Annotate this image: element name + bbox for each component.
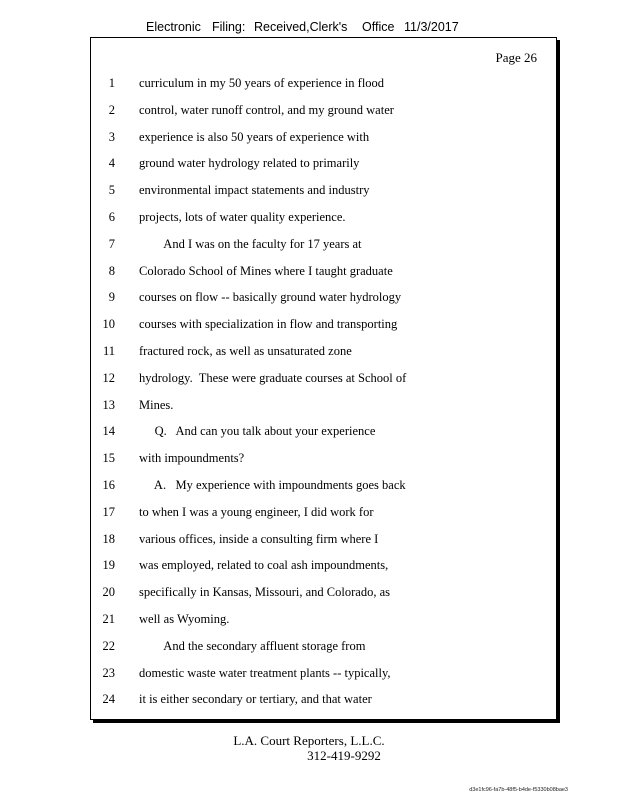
line-number: 6 xyxy=(108,210,115,224)
page-number: Page 26 xyxy=(495,50,537,65)
transcript-line xyxy=(91,210,558,228)
line-number: 14 xyxy=(102,424,115,439)
footer-phone: 312-419-9292 xyxy=(307,748,381,763)
transcript-line xyxy=(91,290,558,308)
line-text: domestic waste water treatment plants -- typically, xyxy=(139,665,391,680)
transcript-line xyxy=(91,585,558,603)
line-number: 11 xyxy=(102,344,115,358)
line-text: environmental impact statements and industry xyxy=(139,183,370,198)
line-text: well as Wyoming. xyxy=(139,612,230,626)
transcript-line xyxy=(91,639,558,657)
line-text: ground water hydrology related to primarily xyxy=(139,156,360,171)
transcript-line xyxy=(91,183,558,201)
line-text: courses on flow -- basically ground water hydrology xyxy=(139,290,402,305)
line-number: 1 xyxy=(108,76,115,90)
line-text: And I was on the faculty for 17 years at xyxy=(139,236,362,251)
line-text: Colorado School of Mines where I taught graduate xyxy=(139,263,393,278)
line-text: experience is also 50 years of experience with xyxy=(139,129,370,144)
line-number: 18 xyxy=(102,531,115,546)
transcript-page-frame xyxy=(90,37,557,720)
line-number: 19 xyxy=(102,558,115,573)
transcript-line xyxy=(91,424,558,442)
transcript-line xyxy=(91,505,558,523)
header-word-office: Office xyxy=(362,20,395,34)
line-text: fractured rock, as well as unsaturated zone xyxy=(139,344,352,358)
transcript-line xyxy=(91,264,558,282)
transcript-line xyxy=(91,156,558,174)
frame-shadow-bottom xyxy=(93,720,560,723)
header-word-electronic: Electronic xyxy=(146,20,201,34)
line-number: 17 xyxy=(102,504,115,519)
line-text: A. My experience with impoundments goes back xyxy=(139,478,406,492)
line-text: Q. And can you talk about your experience xyxy=(139,424,376,439)
transcript-line xyxy=(91,666,558,684)
transcript-line xyxy=(91,612,558,630)
line-number: 8 xyxy=(108,263,115,278)
line-text: control, water runoff control, and my ground water xyxy=(139,102,394,117)
line-number: 13 xyxy=(102,397,115,412)
transcript-line xyxy=(91,532,558,550)
line-text: with impoundments? xyxy=(139,451,245,466)
transcript-line xyxy=(91,371,558,389)
line-number: 10 xyxy=(102,317,115,332)
line-number: 5 xyxy=(108,183,115,198)
transcript-line xyxy=(91,130,558,148)
line-text: courses with specialization in flow and transporting xyxy=(139,317,398,332)
document-hash: d3e1fc96-fa7b-48f5-b4de-f5330b08bae3 xyxy=(469,787,568,793)
line-text: it is either secondary or tertiary, and that water xyxy=(139,692,372,707)
line-number: 21 xyxy=(102,612,115,626)
header-word-received: Received,Clerk's xyxy=(254,20,348,34)
transcript-line xyxy=(91,103,558,121)
line-number: 16 xyxy=(102,478,115,492)
line-number: 2 xyxy=(108,102,115,117)
transcript-line xyxy=(91,398,558,416)
footer-company: L.A. Court Reporters, L.L.C. xyxy=(233,733,385,748)
filing-header xyxy=(0,20,618,36)
line-text: various offices, inside a consulting firm where I xyxy=(139,531,379,546)
transcript-line xyxy=(91,344,558,362)
line-text: projects, lots of water quality experience. xyxy=(139,210,346,224)
transcript-line xyxy=(91,558,558,576)
line-number: 22 xyxy=(102,638,115,653)
line-text: hydrology. These were graduate courses at School of xyxy=(139,370,407,385)
line-number: 23 xyxy=(102,665,115,680)
line-number: 7 xyxy=(108,236,115,251)
footer xyxy=(0,733,618,763)
line-number: 20 xyxy=(102,585,115,600)
transcript-line xyxy=(91,692,558,710)
line-number: 3 xyxy=(108,129,115,144)
transcript-line xyxy=(91,76,558,94)
line-number: 9 xyxy=(108,290,115,305)
transcript-line xyxy=(91,317,558,335)
transcript-line xyxy=(91,478,558,496)
line-number: 4 xyxy=(108,156,115,171)
transcript-line xyxy=(91,237,558,255)
transcript-line xyxy=(91,451,558,469)
line-text: Mines. xyxy=(139,397,174,412)
header-word-filing: Filing: xyxy=(212,20,246,34)
line-text: And the secondary affluent storage from xyxy=(139,638,366,653)
line-text: to when I was a young engineer, I did work for xyxy=(139,504,374,519)
line-text: was employed, related to coal ash impoundments, xyxy=(139,558,389,573)
line-text: curriculum in my 50 years of experience in flood xyxy=(139,76,385,90)
header-date: 11/3/2017 xyxy=(404,20,459,34)
line-text: specifically in Kansas, Missouri, and Colorado, as xyxy=(139,585,390,600)
line-number: 12 xyxy=(102,370,115,385)
line-number: 24 xyxy=(102,692,115,707)
line-number: 15 xyxy=(102,451,115,466)
